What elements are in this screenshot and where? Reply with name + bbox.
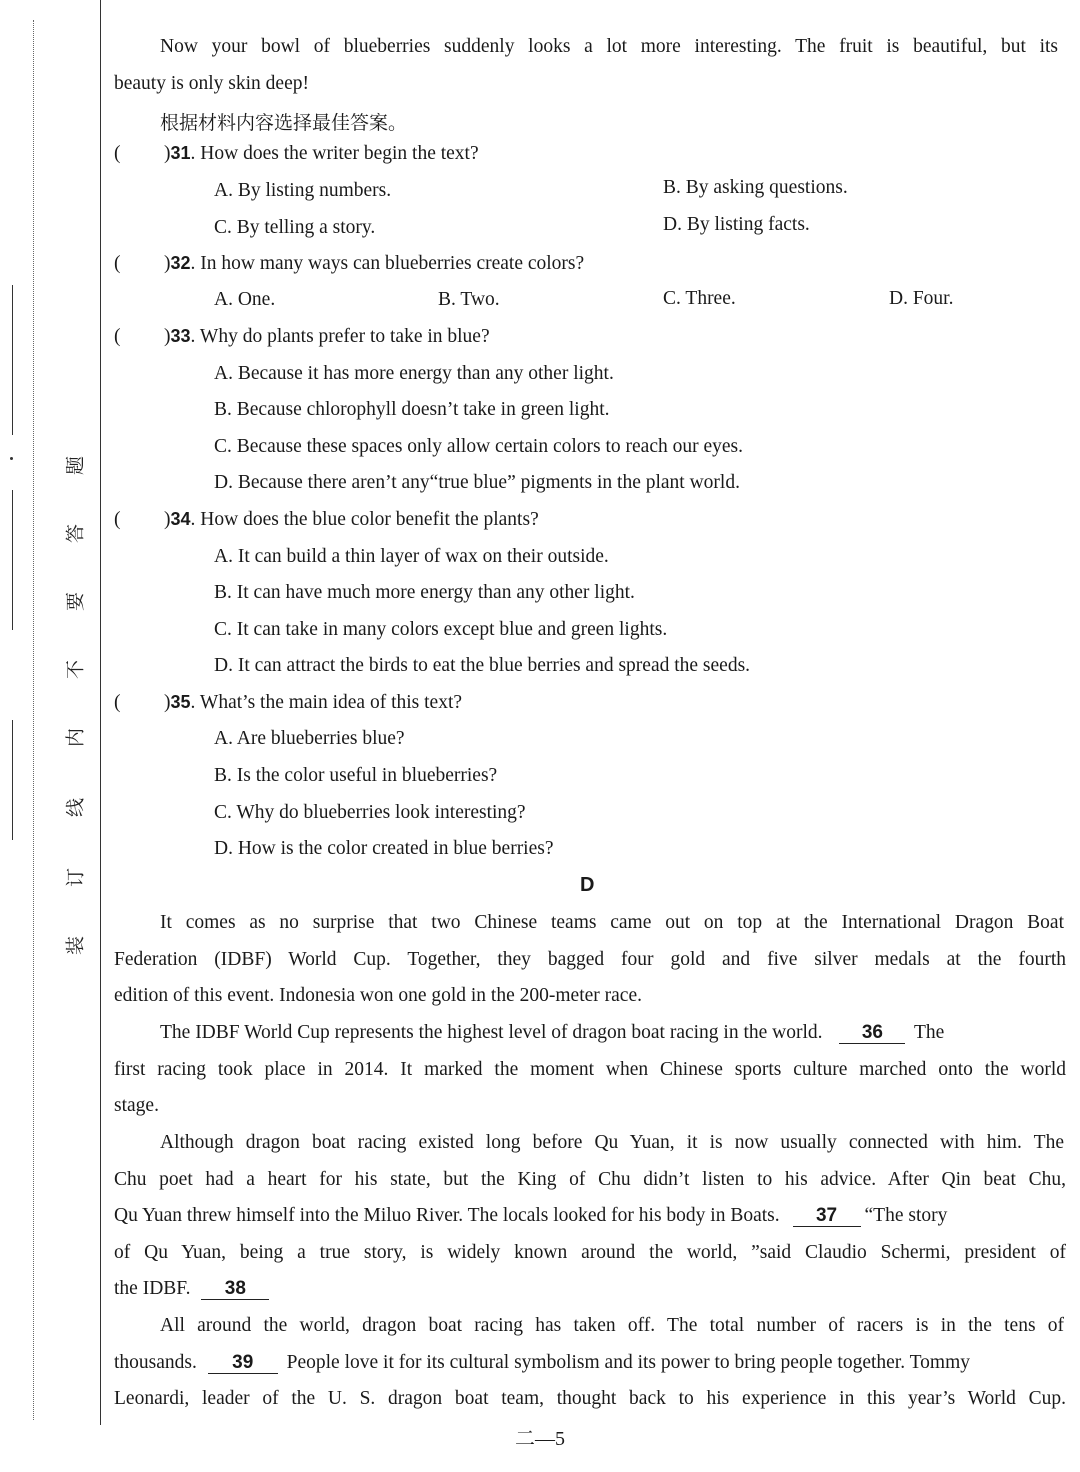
question-number: 32 [170,253,191,273]
binding-solid-line [12,720,13,840]
option-a[interactable]: A. By listing numbers. [214,180,392,201]
passage-text: thousands. [114,1352,197,1373]
passage-line [114,1278,273,1300]
passage-line: It comes as no surprise that two Chinese teams came out on top at the International Dragon Boat [160,912,1064,933]
seal-char: 答 [64,524,87,544]
passage-text: “The story [864,1205,948,1226]
passage-line: stage. [114,1095,159,1116]
seal-char: 装 [64,936,87,956]
option-a[interactable]: A. Because it has more energy than any other light. [214,363,614,384]
seal-char: 订 [64,868,87,888]
passage-line: beauty is only skin deep! [114,73,309,94]
passage-line: Now your bowl of blueberries suddenly looks a lot more interesting. The fruit is beautiful, but its [160,36,1058,57]
question-number: 35 [170,692,191,712]
option-c[interactable]: C. Three. [663,288,736,309]
question-text: . What’s the main idea of this text? [190,692,463,713]
option-c[interactable]: C. By telling a story. [214,217,376,238]
blank-37[interactable]: 37 [793,1206,861,1227]
seal-char: 内 [64,728,87,748]
option-a[interactable]: A. It can build a thin layer of wax on their outside. [214,546,609,567]
answer-paren[interactable]: ( [114,143,121,164]
passage-text: the IDBF. [114,1278,191,1299]
seal-char: 不 [64,660,87,680]
answer-paren[interactable]: ( [114,253,121,274]
option-b[interactable]: B. It can have much more energy than any other light. [214,582,635,603]
passage-line [114,1352,970,1374]
option-d[interactable]: D. By listing facts. [663,214,810,235]
option-a[interactable]: A. One. [214,289,276,310]
option-d[interactable]: D. Four. [889,288,954,309]
question-text: . How does the blue color benefit the plants? [190,509,539,530]
passage-line [160,1022,944,1044]
question-33: ( )33. Why do plants prefer to take in blue? [114,326,490,347]
answer-paren[interactable]: ( [114,692,121,713]
option-c[interactable]: C. Why do blueberries look interesting? [214,802,526,823]
passage-text: Qu Yuan threw himself into the Miluo River. The locals looked for his body in Boats. [114,1205,780,1226]
passage-line: All around the world, dragon boat racing has taken off. The total number of racers is in the tens of [160,1315,1064,1336]
passage-line: Although dragon boat racing existed long before Qu Yuan, it is now usually connected with him. The [160,1132,1064,1153]
option-c[interactable]: C. Because these spaces only allow certain colors to reach our eyes. [214,436,744,457]
option-d[interactable]: D. It can attract the birds to eat the blue berries and spread the seeds. [214,655,751,676]
question-31: ( )31. How does the writer begin the text? [114,143,479,164]
blank-38[interactable]: 38 [201,1279,269,1300]
passage-text: The [913,1022,945,1043]
binding-dashed-line [33,20,34,1420]
passage-line [114,1205,947,1227]
question-text: . In how many ways can blueberries create colors? [190,253,585,274]
answer-paren[interactable]: ( [114,326,121,347]
answer-paren[interactable]: ( [114,509,121,530]
passage-line: Federation (IDBF) World Cup. Together, they bagged four gold and five silver medals at the fourth [114,949,1066,970]
option-c[interactable]: C. It can take in many colors except blue and green lights. [214,619,668,640]
binding-solid-line [12,490,13,630]
option-b[interactable]: B. By asking questions. [663,177,848,198]
binding-solid-line [12,285,13,435]
question-32: ( )32. In how many ways can blueberries create colors? [114,253,585,274]
question-34: ( )34. How does the blue color benefit the plants? [114,509,539,530]
option-a[interactable]: A. Are blueberries blue? [214,728,405,749]
option-d[interactable]: D. How is the color created in blue berries? [214,838,554,859]
question-35: ( )35. What’s the main idea of this text? [114,692,463,713]
option-b[interactable]: B. Two. [438,289,500,310]
option-b[interactable]: B. Because chlorophyll doesn’t take in green light. [214,399,610,420]
question-number: 34 [170,509,191,529]
passage-line: Chu poet had a heart for his state, but the King of Chu didn’t listen to his advice. After Qin beat Chu, [114,1169,1066,1190]
question-text: . How does the writer begin the text? [190,143,479,164]
seal-char: 题 [64,456,87,476]
passage-line: of Qu Yuan, being a true story, is widely known around the world, ”said Claudio Schermi, president of [114,1242,1066,1263]
passage-text: The IDBF World Cup represents the highest level of dragon boat racing in the world. [160,1022,823,1043]
option-b[interactable]: B. Is the color useful in blueberries? [214,765,498,786]
section-heading: D [580,874,595,896]
passage-line: Leonardi, leader of the U. S. dragon boat team, thought back to his experience in this year’s World Cup. [114,1388,1066,1409]
passage-line: edition of this event. Indonesia won one gold in the 200-meter race. [114,985,642,1006]
binding-dot [10,457,13,460]
blank-39[interactable]: 39 [208,1353,278,1374]
instruction: 根据材料内容选择最佳答案。 [160,112,408,134]
question-number: 31 [170,143,191,163]
page-margin-rule [100,0,101,1425]
page-number: 二—5 [515,1428,565,1450]
question-text: . Why do plants prefer to take in blue? [190,326,490,347]
question-number: 33 [170,326,191,346]
passage-line: first racing took place in 2014. It marked the moment when Chinese sports culture marched onto the world [114,1059,1066,1080]
blank-36[interactable]: 36 [839,1023,905,1044]
seal-char: 要 [64,592,87,612]
option-d[interactable]: D. Because there aren’t any“true blue” pigments in the plant world. [214,472,740,493]
seal-char: 线 [64,798,87,818]
passage-text: People love it for its cultural symbolism and its power to bring people together. Tommy [286,1352,971,1373]
